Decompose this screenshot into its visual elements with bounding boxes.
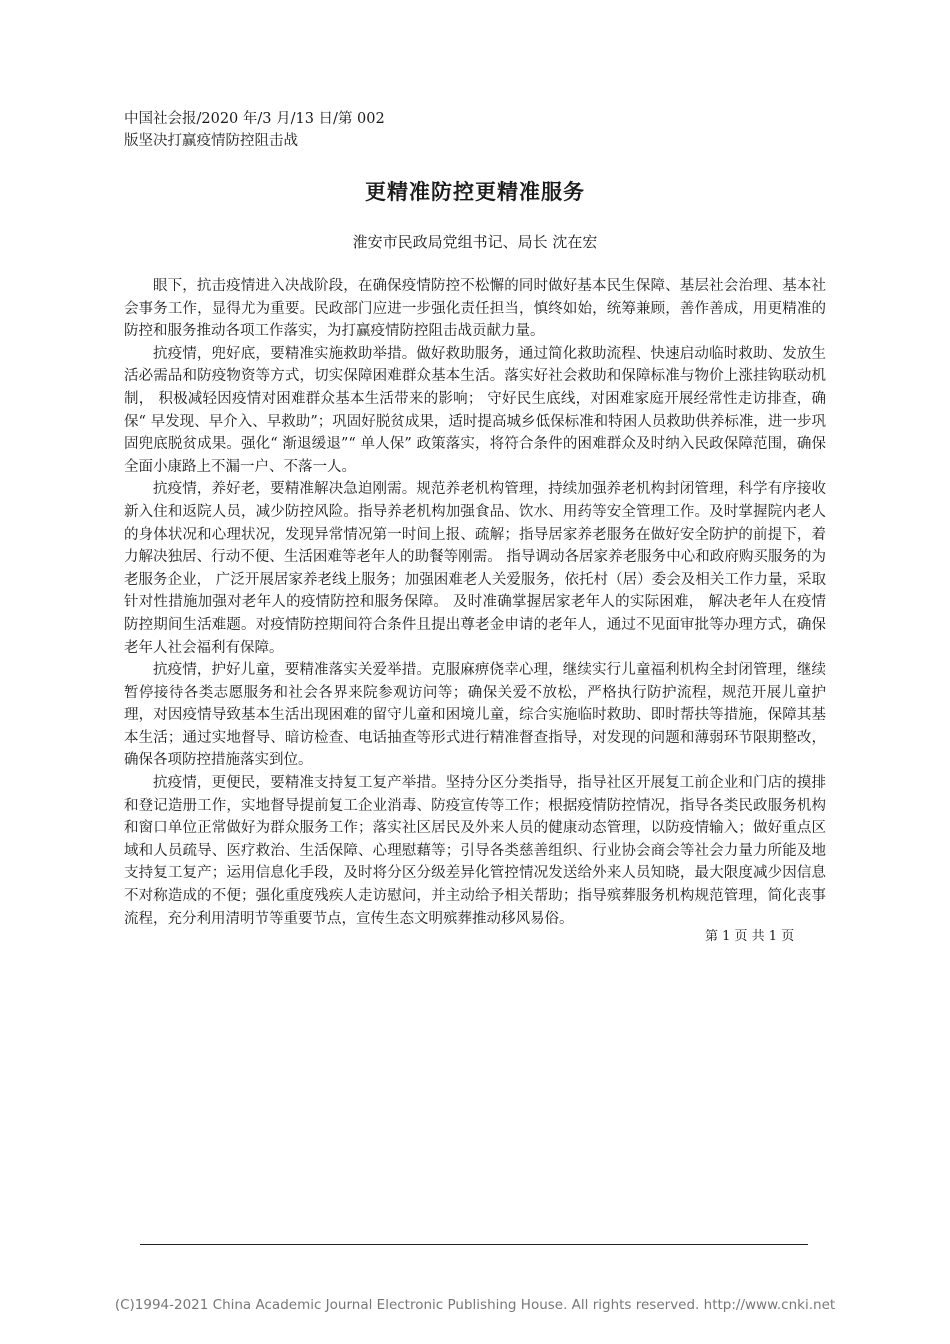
paragraph: 抗疫情，兜好底，要精准实施救助举措。做好救助服务，通过简化救助流程、快速启动临时救助、发放生活必需品和防疫物资等方式，切实保障困难群众基本生活。落实好社会救助和保障标准与物价上涨挂钩联动机制， 积极减轻因疫情对困难群众基本生活带来的影响； 守好民生底线，对困难家庭开展经常性走访排查，确保“ 早发现、早介入、早救助”；巩固好脱贫成果，适时提高城乡低保标准和特困人员救助供养标准，进一步巩固兜底脱贫成果。强化“ 渐退缓退”“ 单人保” 政策落实，将符合条件的困难群众及时纳入民政保障范围，确保全面小康路上不漏一户、不落一人。: [124, 345, 826, 475]
article-author: 淮安市民政局党组书记、局长 沈在宏: [352, 233, 598, 251]
article-title: 更精准防控更精准服务: [365, 180, 585, 204]
paragraph: 眼下，抗击疫情进入决战阶段，在确保疫情防控不松懈的同时做好基本民生保障、基层社会治理、基本社会事务工作，显得尤为重要。民政部门应进一步强化责任担当，慎终如始，统筹兼顾，善作善成，用更精准的防控和服务推动各项工作落实，为打赢疫情防控阻击战贡献力量。: [124, 278, 826, 340]
paragraph: 抗疫情，护好儿童，要精准落实关爱举措。克服麻痹侥幸心理，继续实行儿童福利机构全封闭管理，继续暂停接待各类志愿服务和社会各界来院参观访问等；确保关爱不放松，严格执行防护流程，规范开展儿童护理，对因疫情导致基本生活出现困难的留守儿童和困境儿童，综合实施临时救助、即时帮扶等措施，保障其基本生活；通过实地督导、暗访检查、电话抽查等形式进行精准督查指导，对发现的问题和薄弱环节限期整改，确保各项防控措施落实到位。: [124, 662, 826, 769]
copyright-footer: (C)1994-2021 China Academic Journal Electronic Publishing House. All rights reserved. http://www.cnki.net: [114, 1297, 836, 1313]
paragraph: 抗疫情，更便民，要精准支持复工复产举措。坚持分区分类指导，指导社区开展复工前企业和门店的摸排和登记造册工作，实地督导提前复工企业消毒、防疫宣传等工作；根据疫情防控情况，指导各类民政服务机构和窗口单位正常做好为群众服务工作；落实社区居民及外来人员的健康动态管理，以防疫情输入；做好重点区域和人员疏导、医疗救治、生活保障、心理慰藉等；引导各类慈善组织、行业协会商会等社会力量力所能及地支持复工复产；运用信息化手段，及时将分区分级差异化管控情况发送给外来人员知晓，最大限度减少因信息不对称造成的不便；强化重度残疾人走访慰问，并主动给予相关帮助；指导殡葬服务机构规范管理，简化丧事流程，充分利用清明节等重要节点，宣传生态文明殡葬推动移风易俗。: [124, 775, 826, 927]
article-body: [124, 275, 826, 930]
source-line: 中国社会报/2020 年/3 月/13 日/第 002: [124, 111, 385, 127]
publication-meta: [124, 108, 424, 152]
footer-divider: [140, 1244, 808, 1245]
paragraph: 抗疫情，养好老，要精准解决急迫刚需。规范养老机构管理，持续加强养老机构封闭管理，科学有序接收新入住和返院人员，减少防控风险。指导养老机构加强食品、饮水、用药等安全管理工作。及时掌握院内老人的身体状况和心理状况，发现异常情况第一时间上报、疏解；指导居家养老服务在做好安全防护的前提下，着力解决独居、行动不便、生活困难等老年人的助餐等刚需。 指导调动各居家养老服务中心和政府购买服务的为老服务企业， 广泛开展居家养老线上服务；加强困难老人关爱服务，依托村（居）委会及相关工作力量，采取针对性措施加强对老年人的疫情防控和服务保障。 及时准确掌握居家老年人的实际困难， 解决老年人在疫情防控期间生活难题。对疫情防控期间符合条件且提出尊老金申请的老年人，通过不见面审批等办理方式，确保老年人社会福利有保障。: [124, 481, 826, 656]
section-line: 版坚决打赢疫情防控阻击战: [124, 133, 298, 149]
page-number: 第 1 页 共 1 页: [705, 929, 795, 944]
